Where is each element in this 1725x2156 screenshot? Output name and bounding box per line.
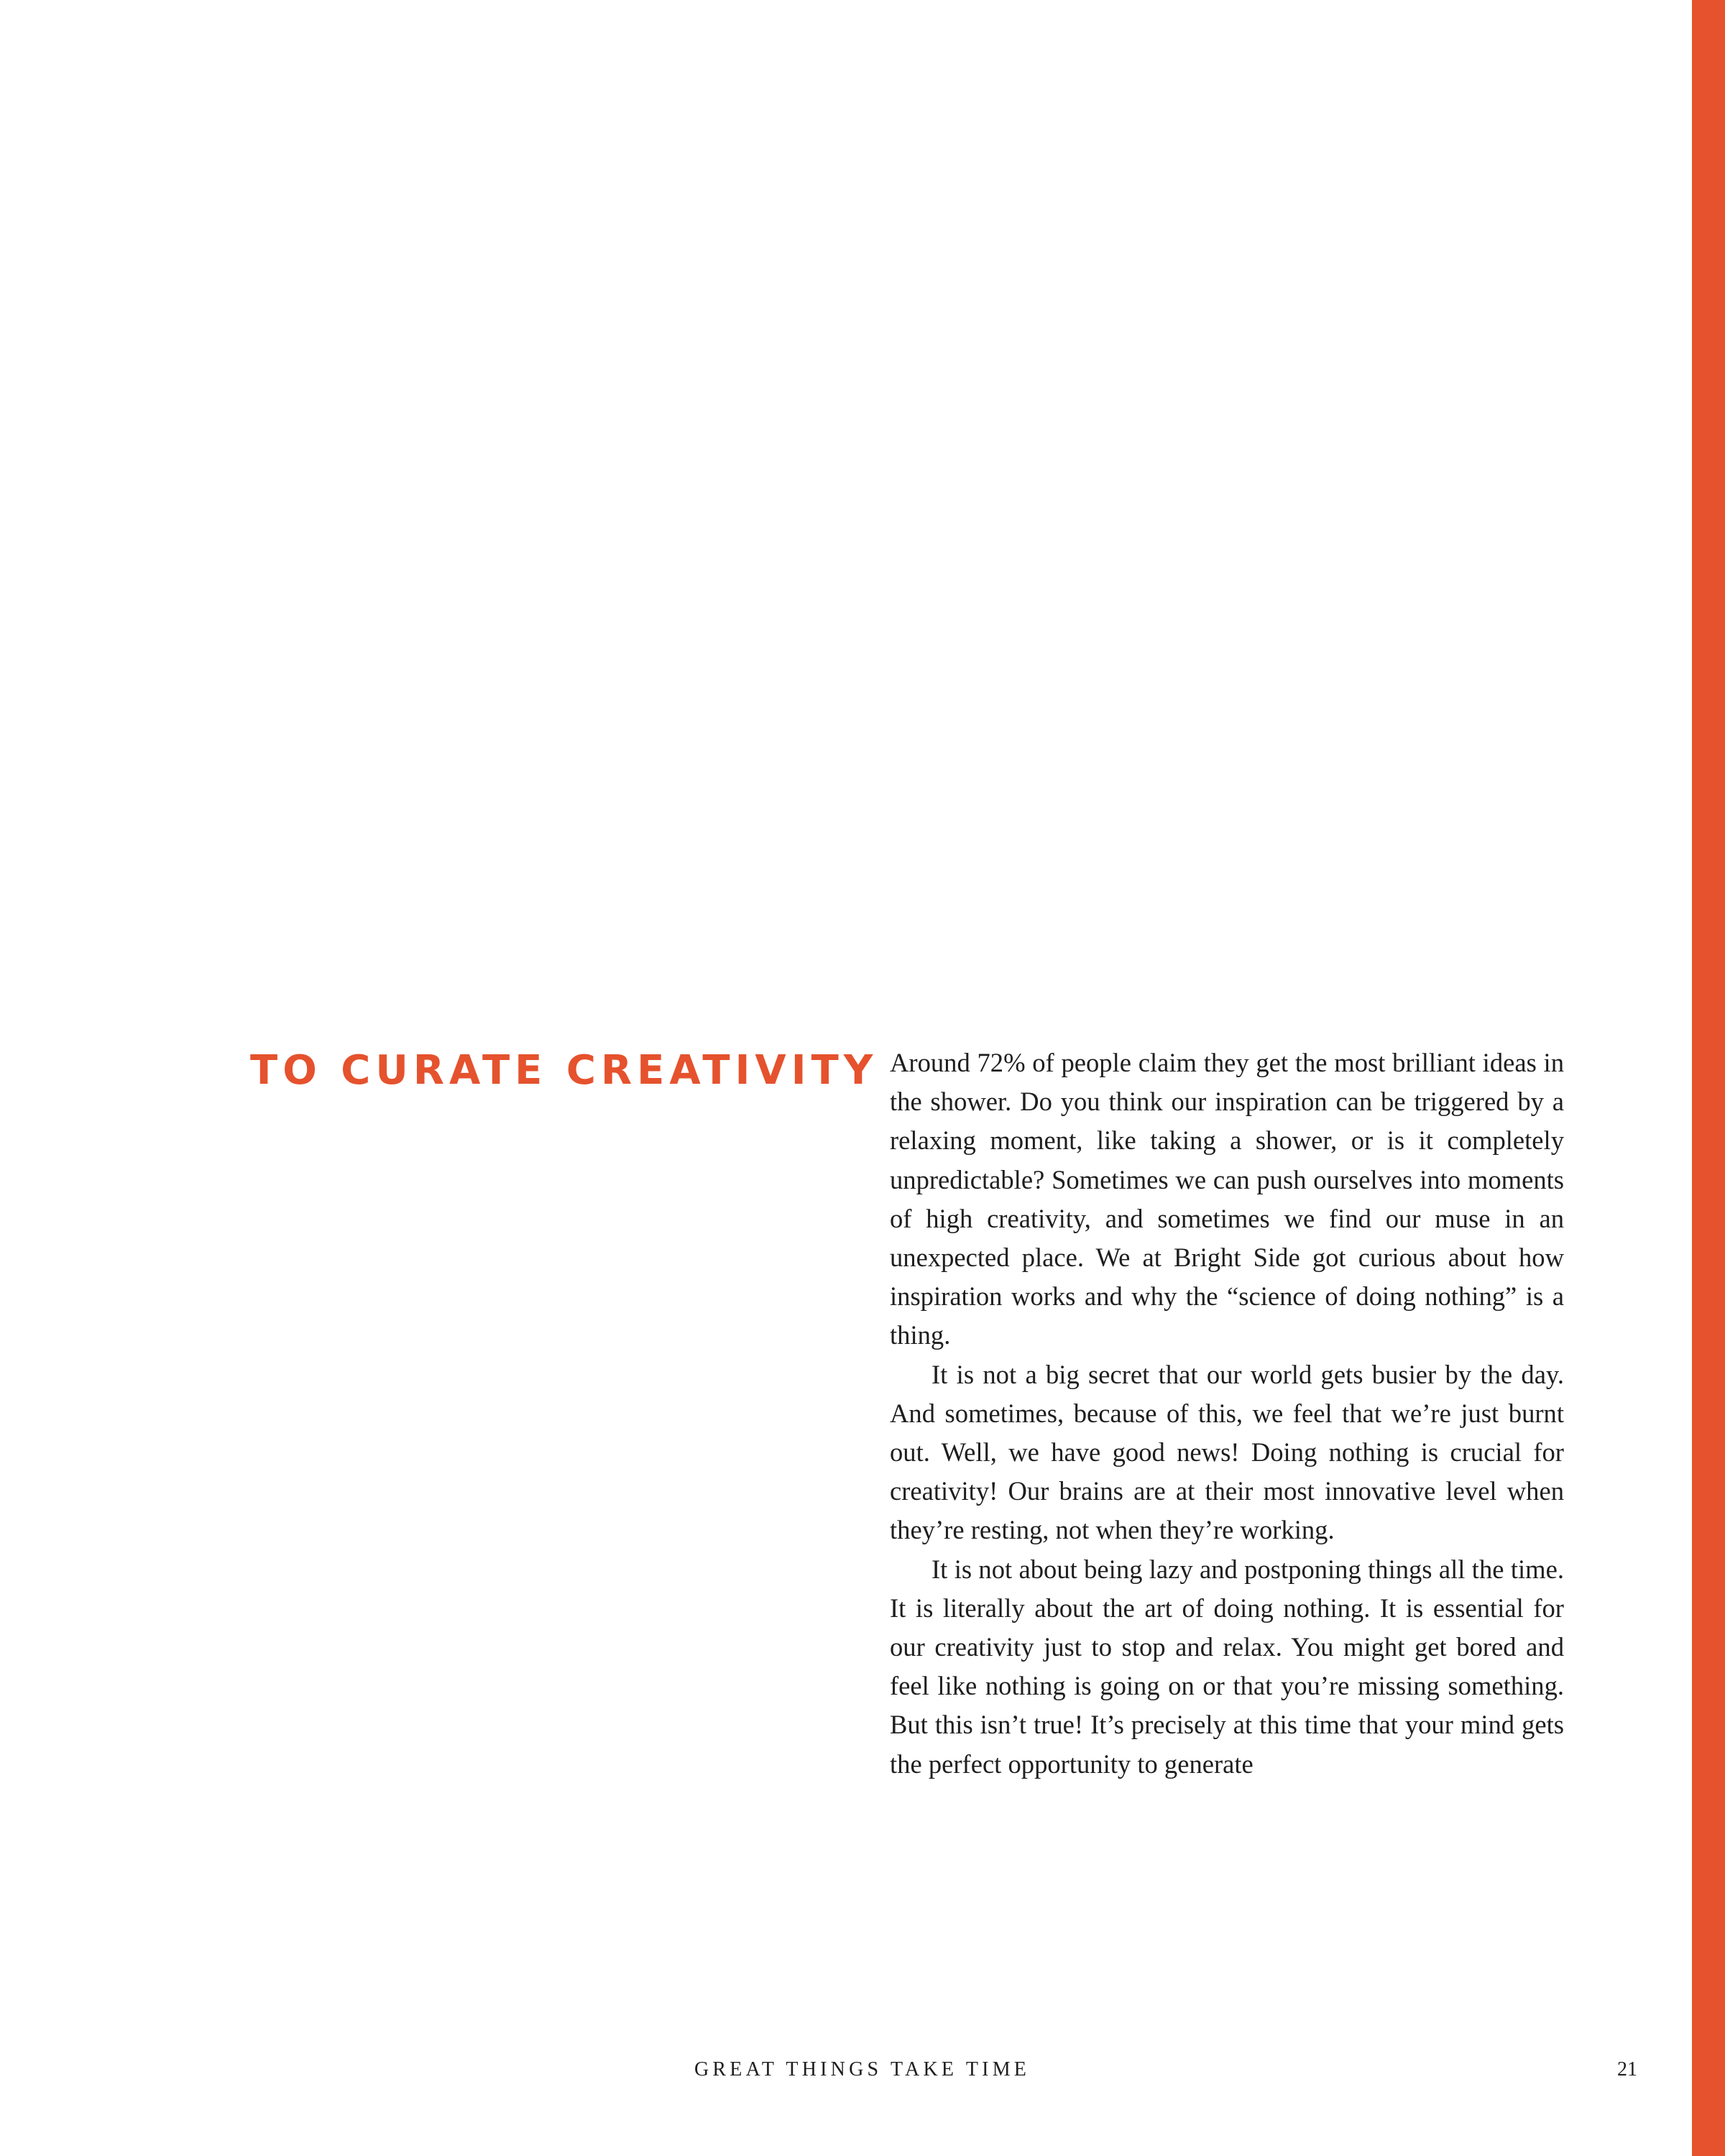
accent-side-strip: [1692, 0, 1725, 2156]
page-number: 21: [1617, 2058, 1637, 2081]
body-text: [890, 1044, 1564, 1784]
paragraph-2: It is not a big secret that our world gets busier by the day. And sometimes, because of this, we feel that we’re just burnt out. Well, we have good news! Doing nothing is crucial for creativity! Our brains are at their most innovative level when they’re resting, not when they’re working.: [890, 1359, 1564, 1545]
section-heading: TO CURATE CREATIVITY: [250, 1047, 878, 1094]
running-footer-title: GREAT THINGS TAKE TIME: [694, 2058, 1031, 2081]
paragraph-1: Around 72% of people claim they get the most brilliant ideas in the shower. Do you think our inspiration can be triggered by a relaxing moment, like taking a shower, or is it completely unpredictable? Sometimes we can push ourselves into moments of high creativity, and sometimes we find our muse in an unexpected place. We at Bright Side got curious about how inspiration works and why the “science of doing nothing” is a thing.: [890, 1048, 1564, 1350]
paragraph-3: It is not about being lazy and postponing things all the time. It is literally about the art of doing nothing. It is essential for our creativity just to stop and relax. You might get bored and feel like nothing is going on or that you’re missing something. But this isn’t true! It’s precisely at this time that your mind gets the perfect opportunity to generate: [890, 1554, 1564, 1779]
